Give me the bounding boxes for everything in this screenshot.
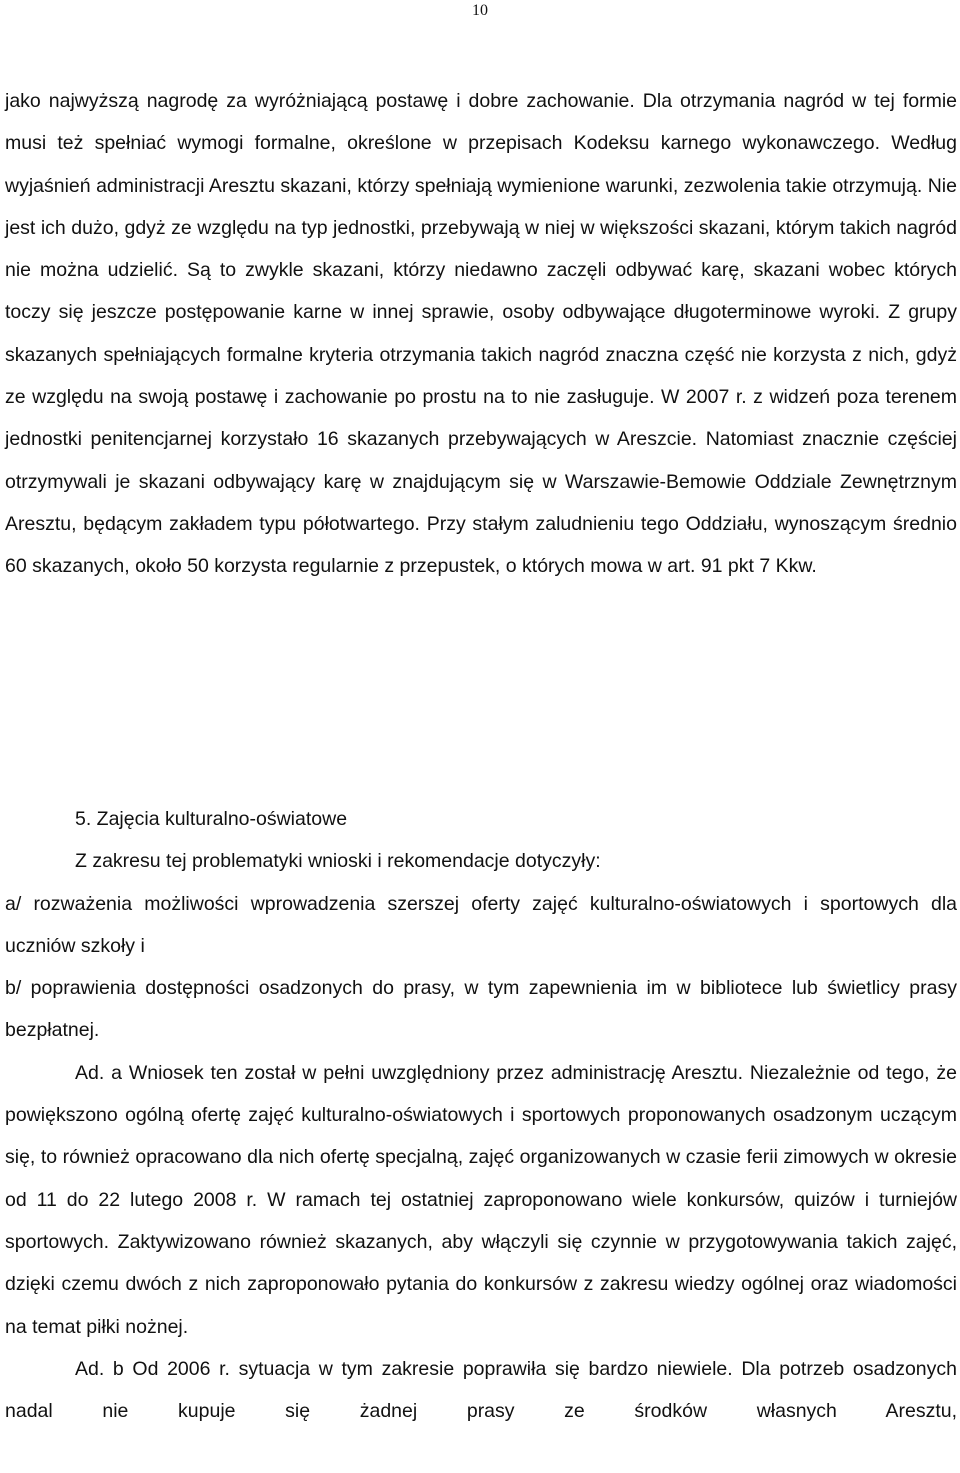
recommendation-b: b/ poprawienia dostępności osadzonych do prasy, w tym zapewnienia im w bibliotece lub świetlicy prasy bezpłatnej.	[5, 977, 957, 1042]
page-number: 10	[472, 2, 488, 19]
recommendation-a: a/ rozważenia możliwości wprowadzenia szerszej oferty zajęć kulturalno-oświatowych i sportowych dla uczniów szkoły i	[5, 892, 957, 957]
ad-a-paragraph: Ad. a Wniosek ten został w pełni uwzględniony przez administrację Aresztu. Niezależnie od tego, że powiększono ogólną ofertę zajęć kulturalno-oświatowych i sportowych proponowanych osadzonym uczącym się, to również opracowano dla nich ofertę specjalną, zajęć organizowanych w czasie ferii zimowych w okresie od 11 do 22 lutego 2008 r. W ramach tej ostatniej zaproponowano wiele konkursów, quizów i turniejów sportowych. Zaktywizowano również skazanych, aby włączyli się czynnie w przygotowywania takich zajęć, dzięki czemu dwóch z nich zaproponowało pytania do konkursów z zakresu wiedzy ogólnej oraz wiadomości na temat piłki nożnej.	[5, 1061, 957, 1338]
ad-b-paragraph: Ad. b Od 2006 r. sytuacja w tym zakresie poprawiła się bardzo niewiele. Dla potrzeb osadzonych nadal nie kupuje się żadnej prasy ze środków własnych Aresztu,	[5, 1357, 957, 1423]
recommendations-intro: Z zakresu tej problematyki wnioski i rekomendacje dotyczyły:	[75, 850, 601, 873]
section-heading: 5. Zajęcia kulturalno-oświatowe	[75, 808, 348, 830]
section-5-block	[5, 798, 957, 1432]
body-text-top	[5, 80, 957, 588]
paragraph-visiting-permits: jako najwyższą nagrodę za wyróżniającą postawę i dobre zachowanie. Dla otrzymania nagród w tej formie musi też spełniać wymogi formalne, określone w przepisach Kodeksu karnego wykonawczego. Według wyjaśnień administracji Aresztu skazani, którzy spełniają wymienione warunki, zezwolenia takie otrzymują. Nie jest ich dużo, gdyż ze względu na typ jednostki, przebywają w niej w większości skazani, którym takich nagród nie można udzielić. Są to zwykle skazani, którzy niedawno zaczęli odbywać karę, skazani wobec których toczy się jeszcze postępowanie karne w innej sprawie, osoby odbywające długoterminowe wyroki. Z grupy skazanych spełniających formalne kryteria otrzymania takich nagród znaczna część nie korzysta z nich, gdyż ze względu na swoją postawę i zachowanie po prostu na to nie zasługuje. W 2007 r. z widzeń poza terenem jednostki penitencjarnej korzystało 16 skazanych przebywających w Areszcie. Natomiast znacznie częściej otrzymywali je skazani odbywający karę w znajdującym się w Warszawie-Bemowie Oddziale Zewnętrznym Aresztu, będącym zakładem typu półotwartego. Przy stałym zaludnieniu tego Oddziału, wynoszącym średnio 60 skazanych, około 50 korzysta regularnie z przepustek, o których mowa w art. 91 pkt 7 Kkw.	[5, 90, 957, 578]
